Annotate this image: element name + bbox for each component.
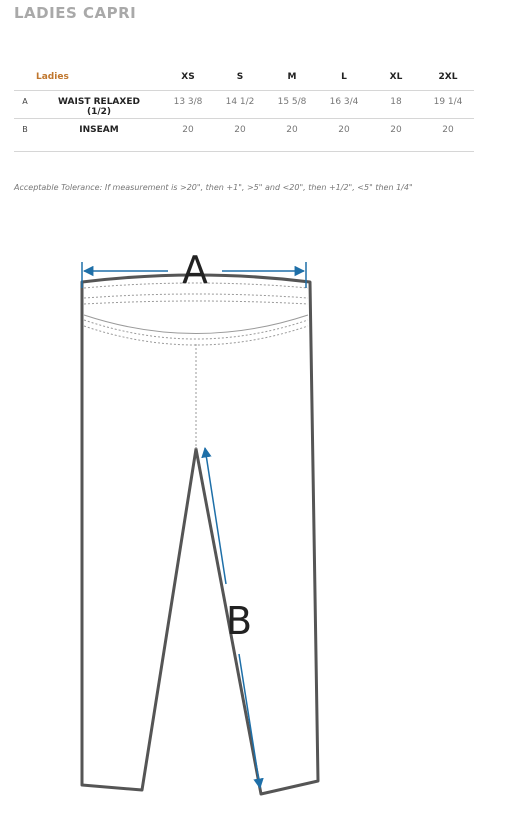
inseam-label: B	[225, 599, 253, 643]
header-spacer	[14, 64, 36, 91]
measurement-value: 20	[422, 119, 474, 152]
measurement-code: B	[14, 119, 36, 152]
measurement-value: 19 1/4	[422, 91, 474, 119]
measurement-value: 13 3/8	[162, 91, 214, 119]
page-title: LADIES CAPRI	[14, 4, 137, 22]
measurement-code: A	[14, 91, 36, 119]
capri-measurement-diagram	[0, 240, 511, 819]
measurement-value: 15 5/8	[266, 91, 318, 119]
measurement-value: 20	[370, 119, 422, 152]
tolerance-note: Acceptable Tolerance: If measurement is >20", then +1", >5" and <20", then +1/2", <5" then 1/4"	[14, 183, 413, 192]
size-header: 2XL	[438, 72, 458, 82]
measurement-value: 16 3/4	[318, 91, 370, 119]
size-header: L	[341, 72, 347, 82]
measurement-label-line1: INSEAM	[79, 125, 119, 135]
measurement-value: 20	[266, 119, 318, 152]
measurement-value: 20	[318, 119, 370, 152]
size-header: XS	[181, 72, 195, 82]
size-chart-table	[14, 64, 474, 152]
measurement-label	[36, 91, 162, 119]
measurement-label-line2: (1/2)	[86, 107, 112, 117]
capri-pants-outline	[82, 275, 318, 794]
waist-label: A	[182, 248, 208, 292]
measurement-value: 20	[214, 119, 266, 152]
size-header-row	[14, 64, 474, 91]
measurement-value: 20	[162, 119, 214, 152]
measurement-value: 14 1/2	[214, 91, 266, 119]
table-row	[14, 119, 474, 152]
measurement-label	[36, 119, 162, 152]
size-header: M	[287, 72, 297, 82]
size-header: XL	[389, 72, 403, 82]
measurement-label-line1: WAIST RELAXED	[58, 97, 140, 107]
size-header: S	[236, 72, 244, 82]
row-header-label: Ladies	[36, 72, 69, 82]
table-row	[14, 91, 474, 119]
measurement-value: 18	[370, 91, 422, 119]
